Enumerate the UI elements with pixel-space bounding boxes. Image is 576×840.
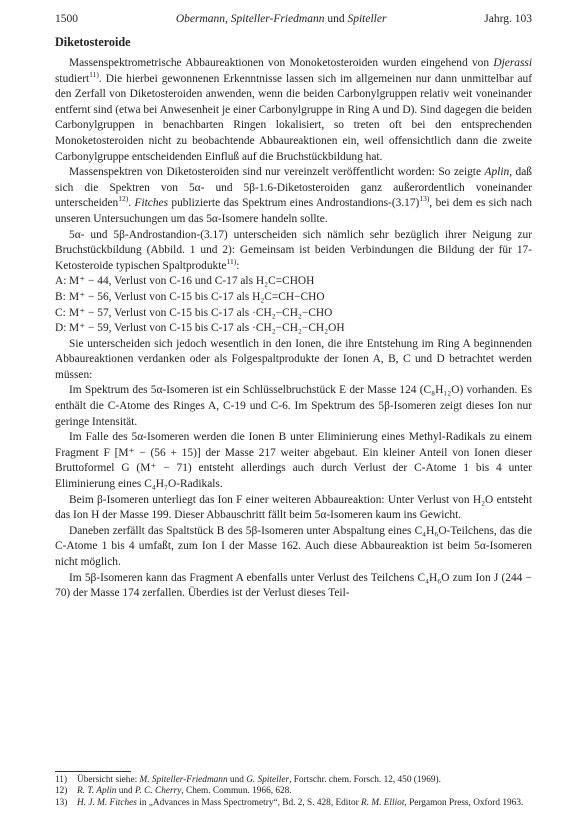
authors-and: und bbox=[327, 13, 345, 25]
journal-volume: Jahrg. 103 bbox=[484, 13, 532, 25]
page-number: 1500 bbox=[55, 13, 78, 25]
footnote-number: 12) bbox=[55, 786, 68, 797]
fragment-text: M⁺ − 56, Verlust von C-15 bis C-17 als H₂C=CH−CHO bbox=[69, 290, 325, 303]
author-name: R. M. Elliot bbox=[361, 797, 405, 808]
author-name: Djerassi bbox=[493, 57, 532, 69]
text-run: 5α- und 5β-Androstandion-(3.17) unterscheiden sich nämlich sehr bezüglich ihrer Neigung zur Bruchstückbildung (Abbild. 1 und 2): Gemeinsam ist beiden Verbindungen die Bildung der für 17-Ketosteroide typischen Spaltprodukte bbox=[55, 228, 532, 272]
paragraph-6: Im Falle des 5α-Isomeren werden die Ionen B unter Eliminierung eines Methyl-Radikals zu einem Fragment F [M⁺ − (56 + 15)] der Masse 217 weiter abgebaut. Ein kleiner Anteil von Ionen dieser Bruttoformel G (M⁺ − 71) entsteht allerdings auch durch Verlust der C-Atome 1 bis 4 unter Eliminierung eines C₄H₇O-Radikals. bbox=[55, 431, 532, 491]
footnote-body bbox=[77, 786, 532, 797]
text-run: in „Advances in Mass Spectrometry“, Bd. 2, S. 428, Editor bbox=[136, 797, 362, 808]
author-name: H. J. M. Fitches bbox=[77, 797, 137, 808]
footnote-number: 13) bbox=[55, 797, 68, 808]
authors-second: Spiteller bbox=[347, 13, 387, 25]
running-authors bbox=[176, 12, 387, 28]
fragment-label: A: bbox=[55, 275, 67, 288]
paragraph-7: Beim β-Isomeren unterliegt das Ion F einer weiteren Abbaureaktion: Unter Verlust von H₂O entsteht das Ion H der Masse 199. Dieser Abbauschritt fällt beim 5α-Isomeren kaum ins Gewicht. bbox=[55, 493, 532, 522]
footnote-ref: 11) bbox=[226, 256, 237, 266]
footnote-ref: 11) bbox=[89, 69, 99, 79]
footnote-number: 11) bbox=[55, 775, 68, 785]
paragraph-9: Im 5β-Isomeren kann das Fragment A ebenfalls unter Verlust des Teilchens C₄H₆O zum Ion J (244 − 70) der Masse 174 zerfallen. Überdies ist der Verlust dieses Teil- bbox=[55, 571, 532, 600]
paragraph-4: Sie unterscheiden sich jedoch wesentlich in den Ionen, die ihre Entstehung im Ring A beginnenden Abbaureaktionen verdanken oder als Folgespaltprodukte der Ionen A, B, C und D betrachtet werden müssen: bbox=[55, 337, 532, 381]
section-title: Diketosteroide bbox=[55, 35, 131, 49]
author-name: Fitches bbox=[134, 197, 169, 210]
footnote-ref: 13) bbox=[419, 194, 430, 204]
text-run: studiert bbox=[55, 72, 90, 85]
fragment-list bbox=[55, 274, 532, 336]
authors-first: Obermann, Spiteller-Friedmann bbox=[175, 13, 325, 25]
paragraph-3 bbox=[55, 228, 532, 275]
fragment-label: D: bbox=[55, 322, 67, 335]
text-run: Massenspektren von Diketosteroiden sind nur vereinzelt veröffentlicht worden: So zeigte bbox=[69, 166, 485, 179]
text-run: und bbox=[116, 786, 136, 797]
paragraph-8: Daneben zerfällt das Spaltstück B des 5β-Isomeren unter Abspaltung eines C₄H₆O-Teilchens, das die C-Atome 1 bis 4 umfaßt, zum Ion I der Masse 162. Auch diese Abbaureaktion ist beim 5α-Isomeren nicht möglich. bbox=[55, 524, 532, 568]
author-name: G. Spiteller bbox=[246, 775, 290, 785]
text-run: Übersicht siehe: bbox=[77, 775, 140, 785]
list-item bbox=[55, 274, 532, 290]
fragment-label: C: bbox=[55, 306, 66, 319]
footnote-13 bbox=[55, 798, 532, 809]
text-run: , Chem. Commun. 1966, 628. bbox=[181, 786, 292, 797]
text-run: publizierte das Spektrum eines Androstandions-(3.17) bbox=[168, 197, 420, 210]
fragment-text: M⁺ − 57, Verlust von C-15 bis C-17 als ·CH₂−CH₂−CHO bbox=[69, 306, 333, 319]
text-run: , daß sich die Spektren von 5α- und 5β-1.6-Diketosteroiden ganz außerordentlich voneinander unterscheiden bbox=[55, 166, 532, 210]
fragment-label: B: bbox=[55, 290, 66, 303]
list-item bbox=[55, 306, 532, 322]
text-run: . Die hierbei gewonnenen Erkenntnisse lassen sich im allgemeinen nur dann unmittelbar auf den Zerfall von Diketosteroiden anwenden, wenn die beiden Carbonylgruppen relativ weit voneinander entfernt sind (etwa bei Anwesenheit je einer Carbonylgruppe in Ring A und D). Sind dagegen die beiden Carbonylgruppen in benachbarten Ringen lokalisiert, so treten oft bei den entsprechenden Monoketosteroiden nicht zu beobachtende Abbaureaktionen ein, weil offensichtlich dann die zweite Carbonylgruppe entscheidenden Einfluß auf die Bruchstückbildung hat. bbox=[55, 72, 532, 163]
footnotes bbox=[55, 771, 532, 809]
footnote-body bbox=[77, 798, 532, 809]
text-run: , Fortschr. chem. Forsch. 12, 450 (1969). bbox=[289, 775, 441, 785]
author-name: P. C. Cherry bbox=[135, 786, 182, 797]
author-name: Aplin bbox=[484, 166, 510, 179]
paragraph-5: Im Spektrum des 5α-Isomeren ist ein Schlüsselbruchstück E der Masse 124 (C₈H₁₂O) vorhanden. Es enthält die C-Atome des Ringes A, C-19 und C-6. Im Spektrum des 5β-Isomeren zeigt dieses Ion nur geringe Intensität. bbox=[55, 384, 532, 428]
text-run: , Pergamon Press, Oxford 1963. bbox=[404, 797, 524, 808]
author-name: M. Spiteller-Friedmann bbox=[139, 775, 228, 785]
text-run: , bei dem es sich nach unseren Untersuchungen um das 5α-Isomere handeln sollte. bbox=[55, 197, 532, 225]
fragment-text: M⁺ − 44, Verlust von C-16 und C-17 als H₂C=CHOH bbox=[69, 275, 315, 288]
footnote-ref: 12) bbox=[118, 194, 129, 204]
paragraph-1 bbox=[55, 56, 532, 165]
text-run: : bbox=[236, 259, 240, 272]
footnote-body bbox=[77, 775, 532, 786]
list-item bbox=[55, 290, 532, 306]
footnote-12 bbox=[55, 786, 532, 797]
author-name: R. T. Aplin bbox=[77, 786, 117, 797]
paragraph-2 bbox=[55, 165, 532, 227]
text-run: . bbox=[128, 197, 135, 210]
fragment-text: M⁺ − 59, Verlust von C-15 bis C-17 als ·CH₂−CH₂−CH₂OH bbox=[69, 322, 345, 335]
footnote-11 bbox=[55, 775, 532, 786]
text-run: und bbox=[227, 775, 247, 785]
running-header bbox=[55, 12, 532, 28]
footnote-divider bbox=[55, 771, 131, 772]
list-item bbox=[55, 321, 532, 337]
text-run: Massenspektrometrische Abbaureaktionen von Monoketosteroiden wurden eingehend von bbox=[69, 57, 494, 69]
